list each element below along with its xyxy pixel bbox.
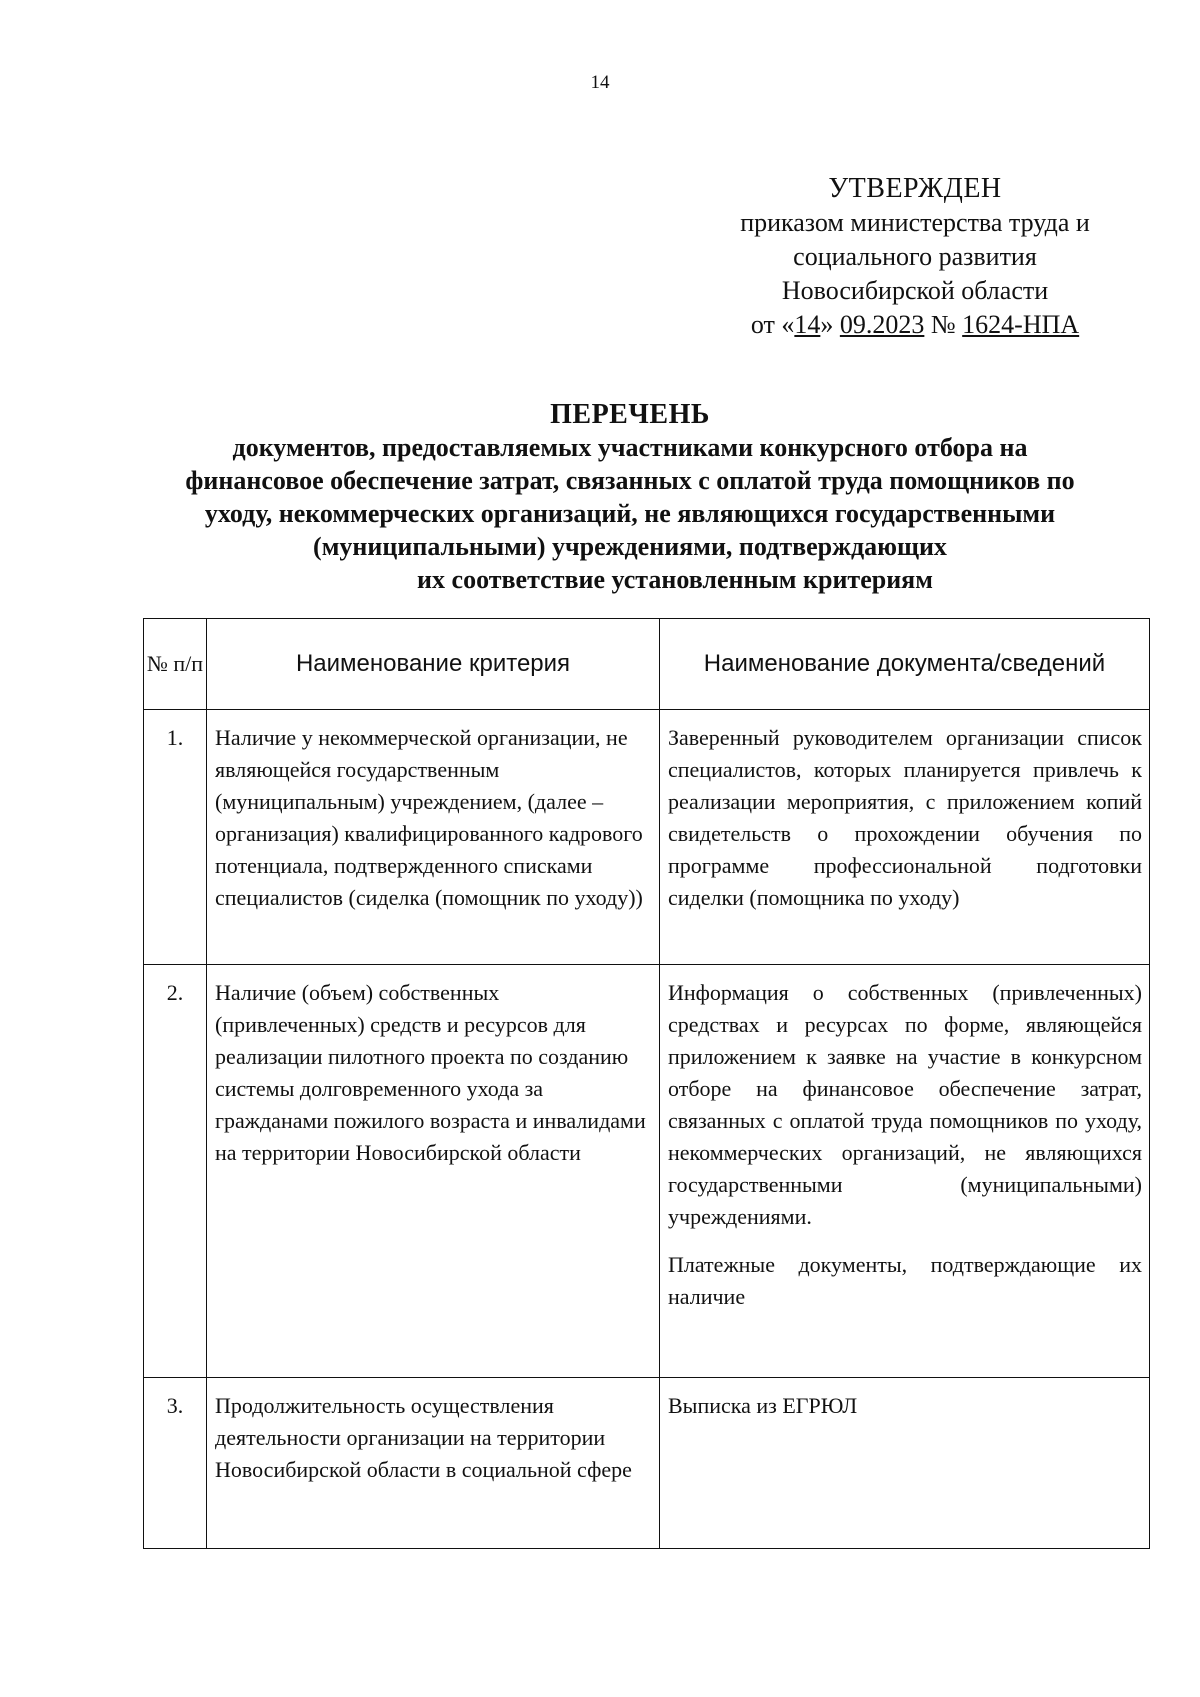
criterion-cell: Продолжительность осуществления деятельности организации на территории Новосибирской области в социальной сфере [207,1378,660,1549]
date-mid: » [820,310,840,339]
heading-line-5: их соответствие установленным критериям [417,565,933,594]
header-criterion: Наименование критерия [207,619,660,710]
date-month-year: 09.2023 [839,310,925,339]
heading-title: ПЕРЕЧЕНЬ [550,399,710,430]
heading-line-2: финансовое обеспечение затрат, связанных с оплатой труда помощников по [185,466,1075,495]
heading-line-4: (муниципальными) учреждениями, подтверждающих [313,532,947,561]
document-text: Заверенный руководителем организации список специалистов, которых планируется привлечь к реализации мероприятия, с приложением копий свидетельств о прохождении обучения по программе профессиональной подготовки сиделки (помощника по уходу) [668,725,1142,910]
table-row [144,1378,1150,1549]
document-cell [660,1378,1150,1549]
order-number: 1624-НПА [962,310,1080,339]
approval-line-2: социального развития [793,242,1037,271]
criteria-table [143,618,1150,1549]
number-prefix: № [924,310,963,339]
row-number: 2. [144,965,207,1378]
table-row [144,965,1150,1378]
header-num: № п/п [144,619,207,710]
row-number: 1. [144,710,207,965]
approval-stamp [700,172,1130,342]
approval-title: УТВЕРЖДЕН [828,173,1002,204]
approval-line-1: приказом министерства труда и [740,208,1090,237]
document-cell [660,710,1150,965]
date-prefix: от « [750,310,795,339]
heading-line-1: документов, предоставляемых участниками конкурсного отбора на [232,433,1028,462]
page-number: 14 [590,72,610,93]
row-number: 3. [144,1378,207,1549]
document-text: Информация о собственных (привлеченных) средствах и ресурсах по форме, являющейся приложением к заявке на участие в конкурсном отборе на финансовое обеспечение затрат, связанных с оплатой труда помощников по уходу, некоммерческих организаций, не являющихся государственными (муниципальными) учреждениями. [668,980,1142,1229]
document-text-extra: Платежные документы, подтверждающие их наличие [668,1252,1142,1309]
heading-line-3: уходу, некоммерческих организаций, не являющихся государственными [204,499,1056,528]
date-day: 14 [794,310,821,339]
approval-date-line [700,308,1130,342]
table-row [144,710,1150,965]
document-text: Выписка из ЕГРЮЛ [668,1393,858,1418]
header-document: Наименование документа/сведений [660,619,1150,710]
document-heading [130,398,1130,596]
table-header-row [144,619,1150,710]
criterion-cell: Наличие у некоммерческой организации, не являющейся государственным (муниципальным) учреждением, (далее – организация) квалифицированного кадрового потенциала, подтвержденного списками специалистов (сиделка (помощник по уходу)) [207,710,660,965]
document-cell [660,965,1150,1378]
approval-line-3: Новосибирской области [781,276,1049,305]
criterion-cell: Наличие (объем) собственных (привлеченных) средств и ресурсов для реализации пилотного проекта по созданию системы долговременного ухода за гражданами пожилого возраста и инвалидами на территории Новосибирской области [207,965,660,1378]
